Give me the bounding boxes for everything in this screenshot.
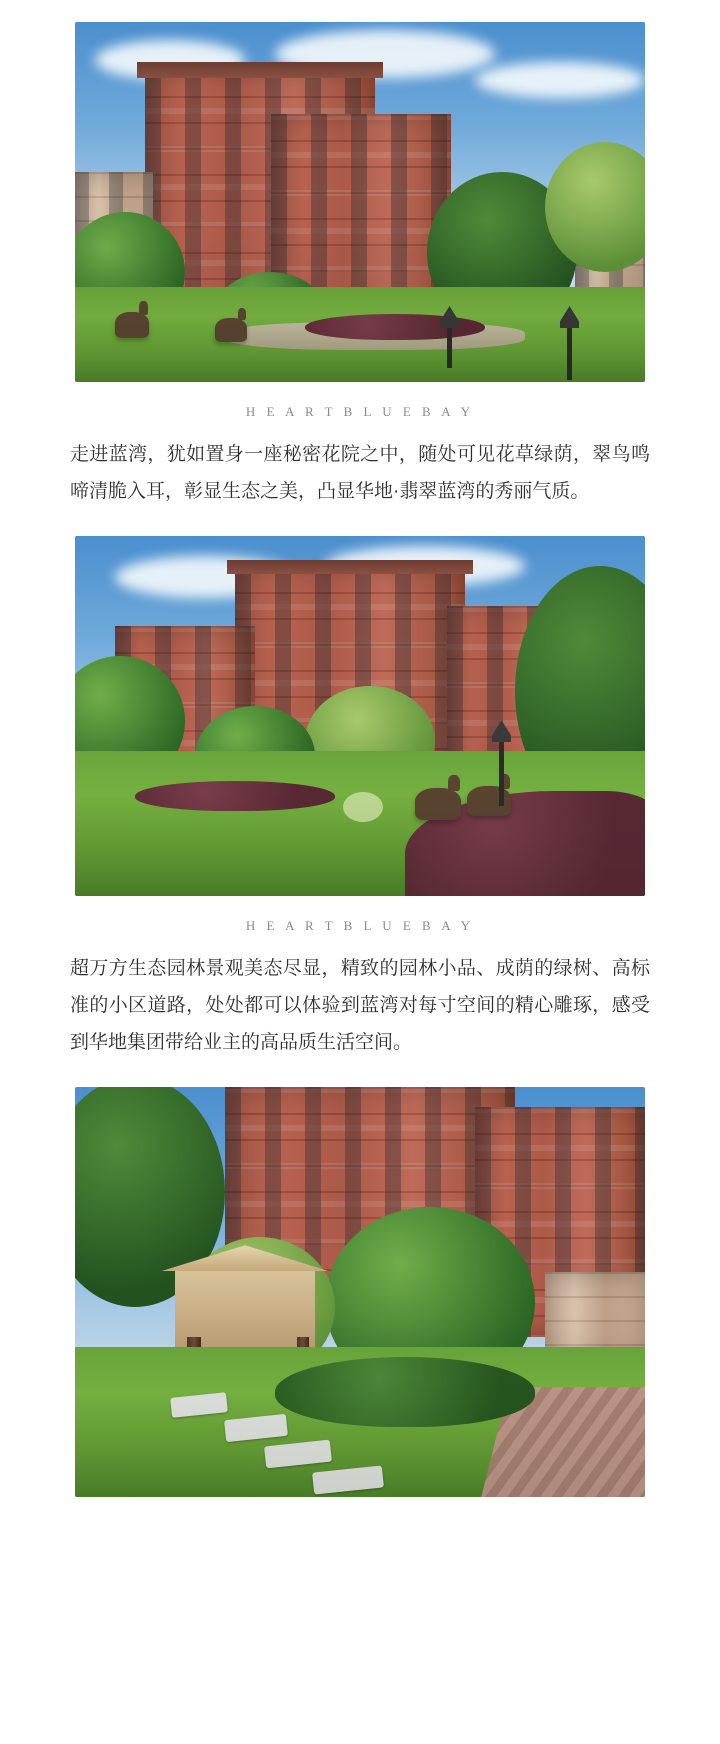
content-block-2 — [0, 536, 720, 1087]
figure-2 — [75, 536, 645, 950]
building-roof — [137, 62, 383, 78]
figure-caption: H E A R T B L U E B A Y — [245, 404, 475, 419]
photo-residential-towers — [75, 22, 645, 382]
figure-3 — [75, 1087, 645, 1497]
photo-pavilion-courtyard — [75, 1087, 645, 1497]
figure-caption: H E A R T B L U E B A Y — [245, 918, 475, 934]
deer-sculpture — [115, 312, 149, 338]
bottom-spacer — [0, 1497, 720, 1513]
deer-sculpture — [415, 788, 461, 820]
paragraph-2 — [70, 950, 650, 1087]
street-lamp — [447, 322, 452, 368]
garden-ornament-heart — [343, 792, 383, 822]
street-lamp — [499, 736, 504, 806]
street-lamp — [567, 322, 572, 380]
paragraph-text: 超万方生态园林景观美态尽显，精致的园林小品、成荫的绿树、高标准的小区道路，处处都可以体验到蓝湾对每寸空间的精心雕琢，感受到华地集团带给业主的高品质生活空间。 — [70, 958, 650, 1054]
figure-1 — [75, 22, 645, 436]
photo-garden-lawn — [75, 536, 645, 896]
paragraph-text: 走进蓝湾，犹如置身一座秘密花院之中，随处可见花草绿荫，翠鸟鸣啼清脆入耳，彰显生态之美，凸显华地·翡翠蓝湾的秀丽气质。 — [70, 444, 650, 503]
content-block-1 — [0, 22, 720, 536]
deer-sculpture — [215, 318, 247, 342]
content-block-3 — [0, 1087, 720, 1513]
hedge-row — [135, 781, 335, 811]
cloud-shape — [475, 62, 645, 98]
building-roof — [227, 560, 473, 574]
paragraph-1 — [70, 436, 650, 536]
deer-sculpture — [467, 786, 511, 816]
hedge-row — [275, 1357, 535, 1427]
